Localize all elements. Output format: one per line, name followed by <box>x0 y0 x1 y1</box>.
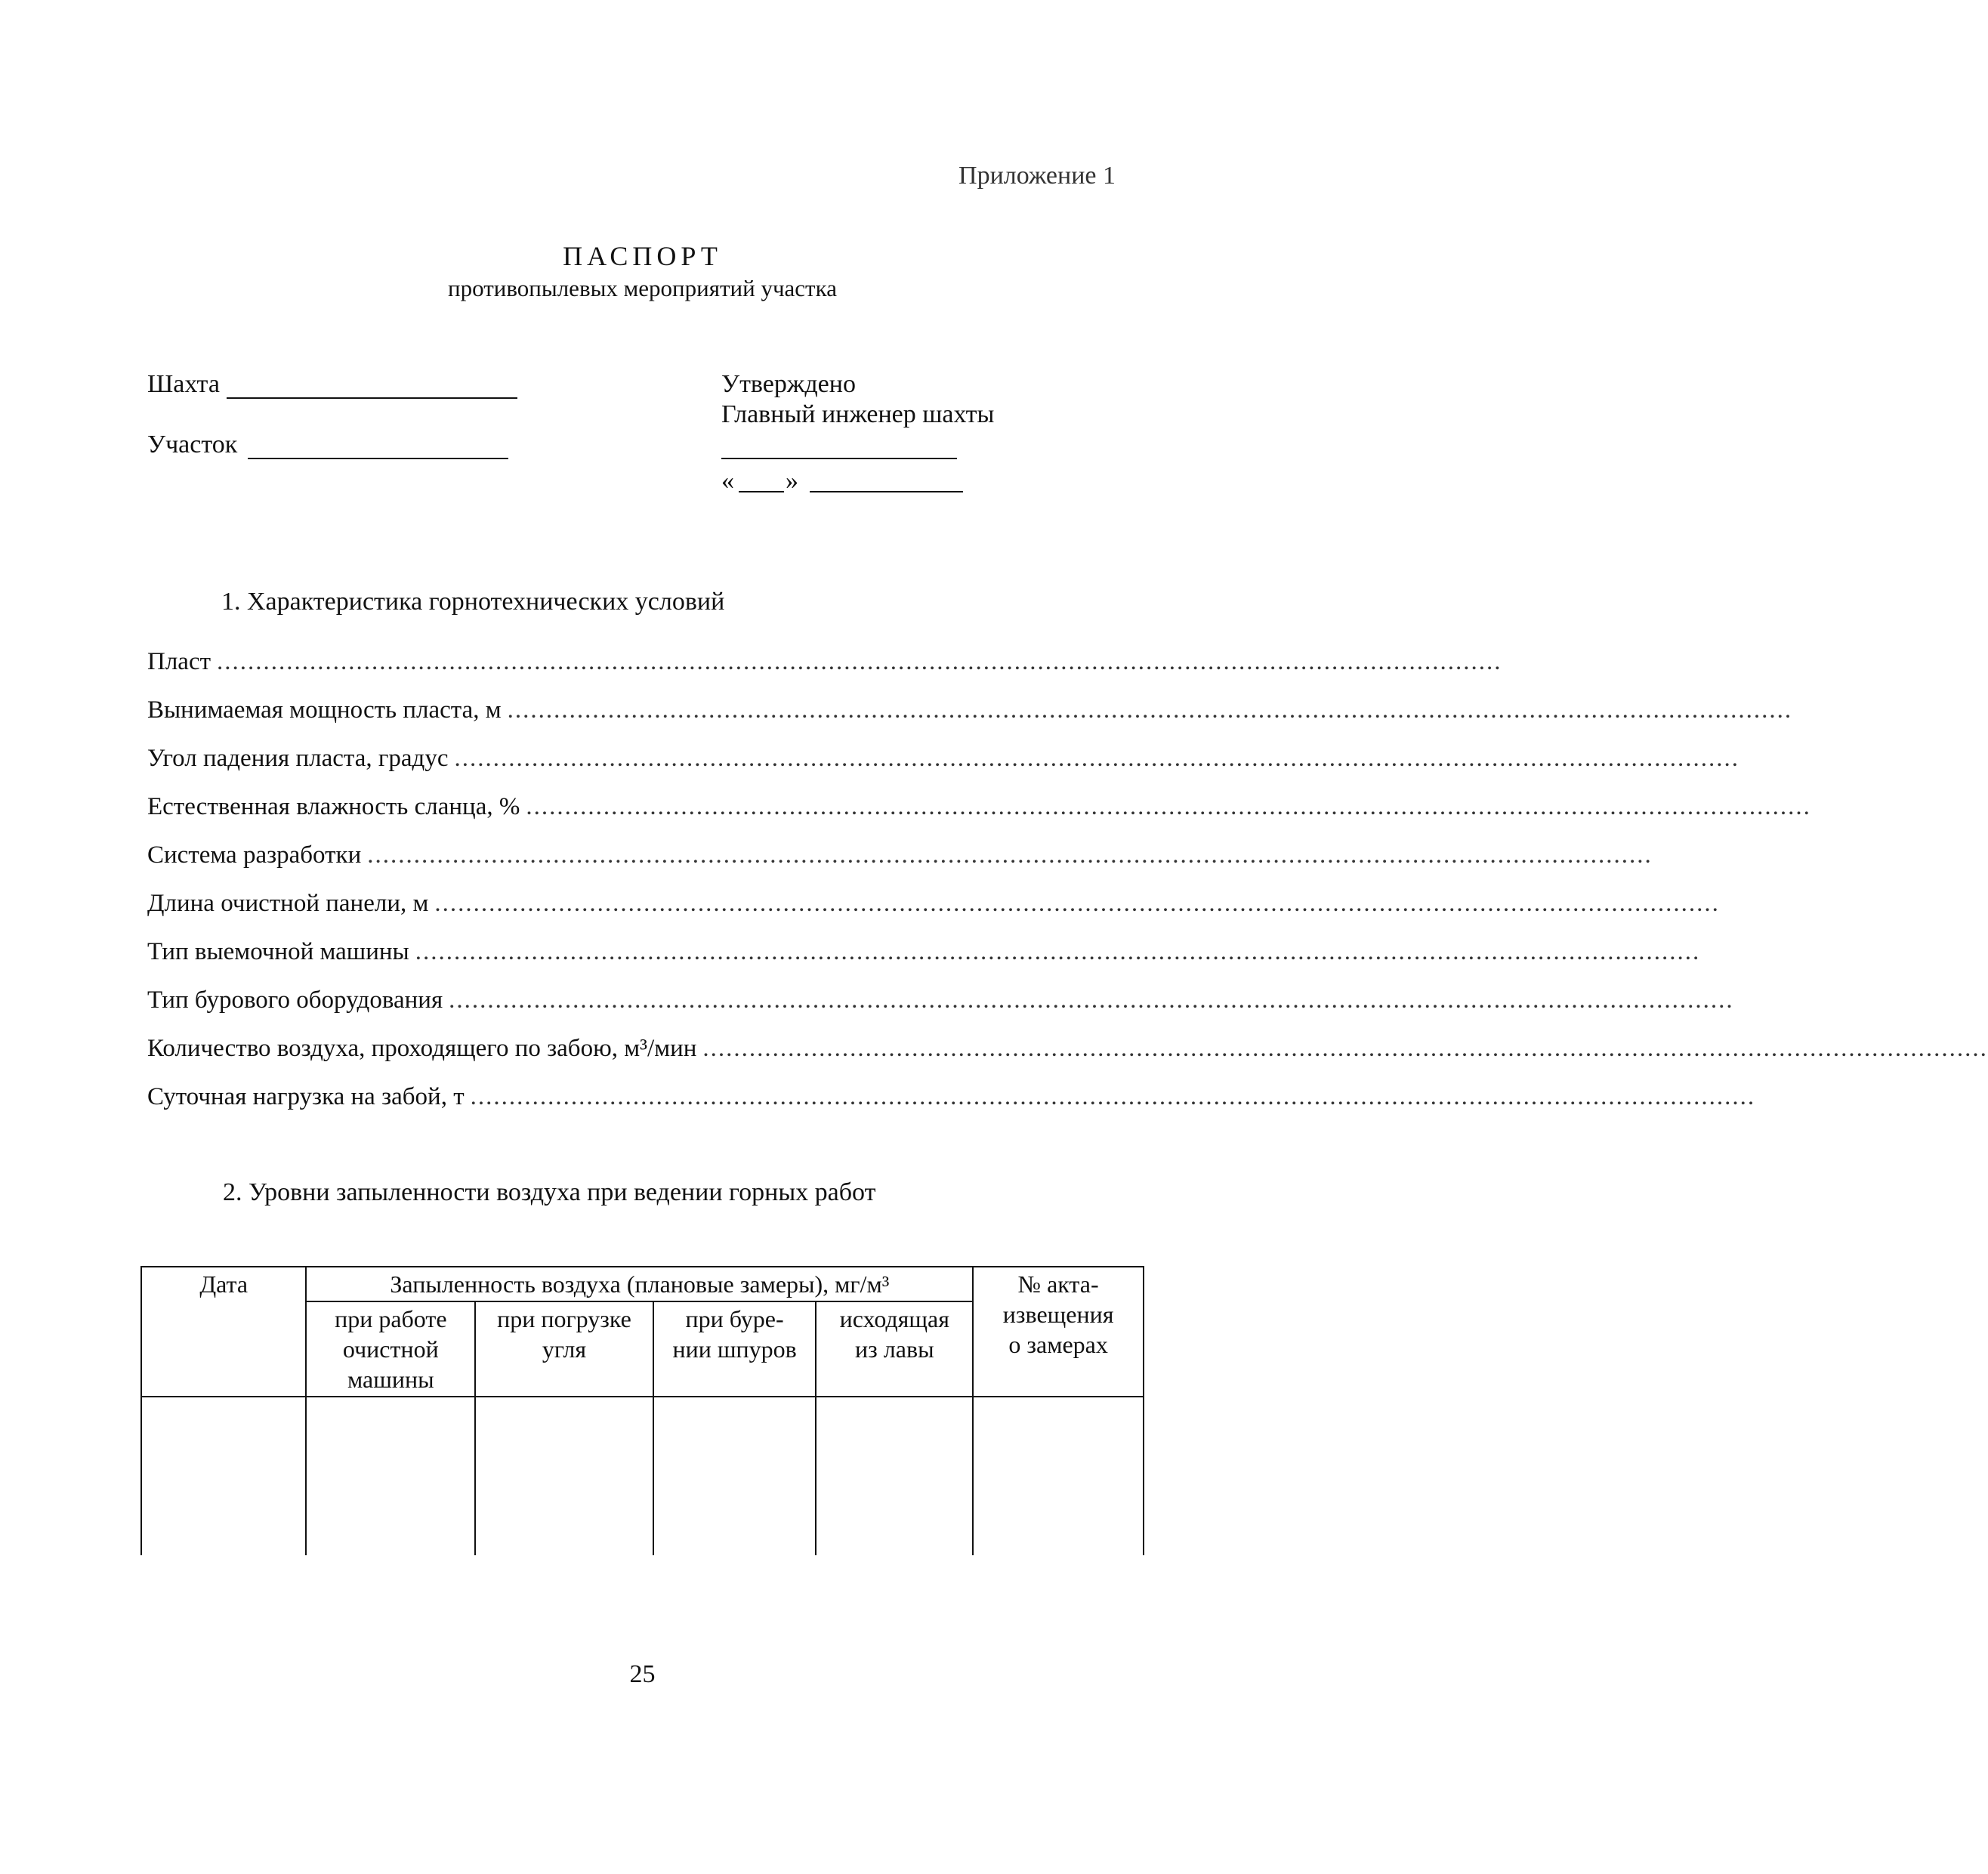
list-item[interactable] <box>147 648 1502 676</box>
mine-label: Шахта <box>147 370 220 398</box>
item-label: Пласт <box>147 648 211 675</box>
dot-leader: ...................................................................................................................................................................... <box>449 986 1734 1014</box>
document-subtitle: противопылевых мероприятий участка <box>448 275 837 301</box>
section2-heading: 2. Уровни запыленности воздуха при ведении горных работ <box>223 1178 876 1206</box>
list-item[interactable] <box>147 696 1793 724</box>
subheader-line: очистной <box>342 1335 439 1363</box>
signature-line[interactable] <box>721 458 957 459</box>
column-header-dust-group: Запыленность воздуха (плановые замеры), мг/м³ <box>306 1267 973 1301</box>
item-label: Тип выемочной машины <box>147 938 409 965</box>
column-header-cutting-machine <box>306 1301 475 1397</box>
subheader-line: нии шпуров <box>672 1335 797 1363</box>
dot-leader: ...................................................................................................................................................................... <box>415 938 1701 965</box>
list-item[interactable] <box>147 938 1701 966</box>
table-cell-coal-loading[interactable] <box>475 1397 653 1555</box>
page-number: 25 <box>629 1660 656 1688</box>
dot-leader: ...................................................................................................................................................................... <box>434 890 1720 917</box>
dot-leader: ...................................................................................................................................................................... <box>217 648 1502 675</box>
approved-label: Утверждено <box>721 370 856 398</box>
table-cell-act-number[interactable] <box>973 1397 1144 1555</box>
list-item[interactable] <box>147 890 1720 918</box>
dot-leader: ...................................................................................................................................................................... <box>470 1083 1756 1110</box>
chief-engineer-label: Главный инженер шахты <box>721 400 995 428</box>
dot-leader: ...................................................................................................................................................................... <box>526 793 1811 820</box>
section1-heading: 1. Характеристика горнотехнических условий <box>221 588 725 616</box>
table-header-row <box>141 1267 1144 1301</box>
date-close-quote: » <box>786 467 798 495</box>
item-label: Угол падения пласта, градус <box>147 745 449 772</box>
column-header-drilling <box>653 1301 816 1397</box>
document-title: ПАСПОРТ <box>563 241 722 271</box>
section-input-line[interactable] <box>248 458 508 459</box>
date-month-line[interactable] <box>810 491 963 492</box>
appendix-label: Приложение 1 <box>958 162 1116 190</box>
list-item[interactable] <box>147 986 1734 1014</box>
section-label: Участок <box>147 431 238 458</box>
item-label: Длина очистной панели, м <box>147 890 429 917</box>
list-item[interactable] <box>147 1083 1756 1111</box>
dot-leader: ...................................................................................................................................................................... <box>454 745 1740 772</box>
subheader-line: исходящая <box>839 1305 949 1332</box>
act-header-line: извещения <box>1002 1301 1114 1328</box>
column-header-outgoing-air <box>816 1301 973 1397</box>
item-label: Тип бурового оборудования <box>147 986 443 1014</box>
table-cell-date[interactable] <box>141 1397 306 1555</box>
subheader-line: из лавы <box>855 1335 934 1363</box>
item-label: Суточная нагрузка на забой, т <box>147 1083 465 1110</box>
item-label: Естественная влажность сланца, % <box>147 793 520 820</box>
subheader-line: угля <box>542 1335 587 1363</box>
mine-input-line[interactable] <box>227 397 517 399</box>
list-item[interactable] <box>147 793 1811 821</box>
table-row <box>141 1397 1144 1555</box>
date-day-line[interactable] <box>739 491 784 492</box>
date-open-quote: « <box>721 467 734 495</box>
subheader-line: при погрузке <box>497 1305 631 1332</box>
column-header-coal-loading <box>475 1301 653 1397</box>
table-cell-outgoing-air[interactable] <box>816 1397 973 1555</box>
act-header-line: о замерах <box>1008 1331 1108 1358</box>
dust-levels-table <box>140 1266 1144 1555</box>
column-header-act-number <box>973 1267 1144 1397</box>
subheader-line: при работе <box>335 1305 447 1332</box>
list-item[interactable] <box>147 745 1740 773</box>
subheader-line: при буре- <box>685 1305 784 1332</box>
item-label: Вынимаемая мощность пласта, м <box>147 696 502 724</box>
dot-leader: ...................................................................................................................................................................... <box>367 841 1653 869</box>
table-cell-cutting-machine[interactable] <box>306 1397 475 1555</box>
dot-leader: ...................................................................................................................................................................... <box>702 1035 1988 1062</box>
dot-leader: ...................................................................................................................................................................... <box>507 696 1793 724</box>
list-item[interactable] <box>147 1035 1988 1063</box>
list-item[interactable] <box>147 841 1653 869</box>
item-label: Система разработки <box>147 841 362 869</box>
item-label: Количество воздуха, проходящего по забою, м³/мин <box>147 1035 697 1062</box>
table-cell-drilling[interactable] <box>653 1397 816 1555</box>
subheader-line: машины <box>347 1366 434 1393</box>
column-header-date: Дата <box>141 1267 306 1397</box>
act-header-line: № акта- <box>1017 1270 1099 1298</box>
